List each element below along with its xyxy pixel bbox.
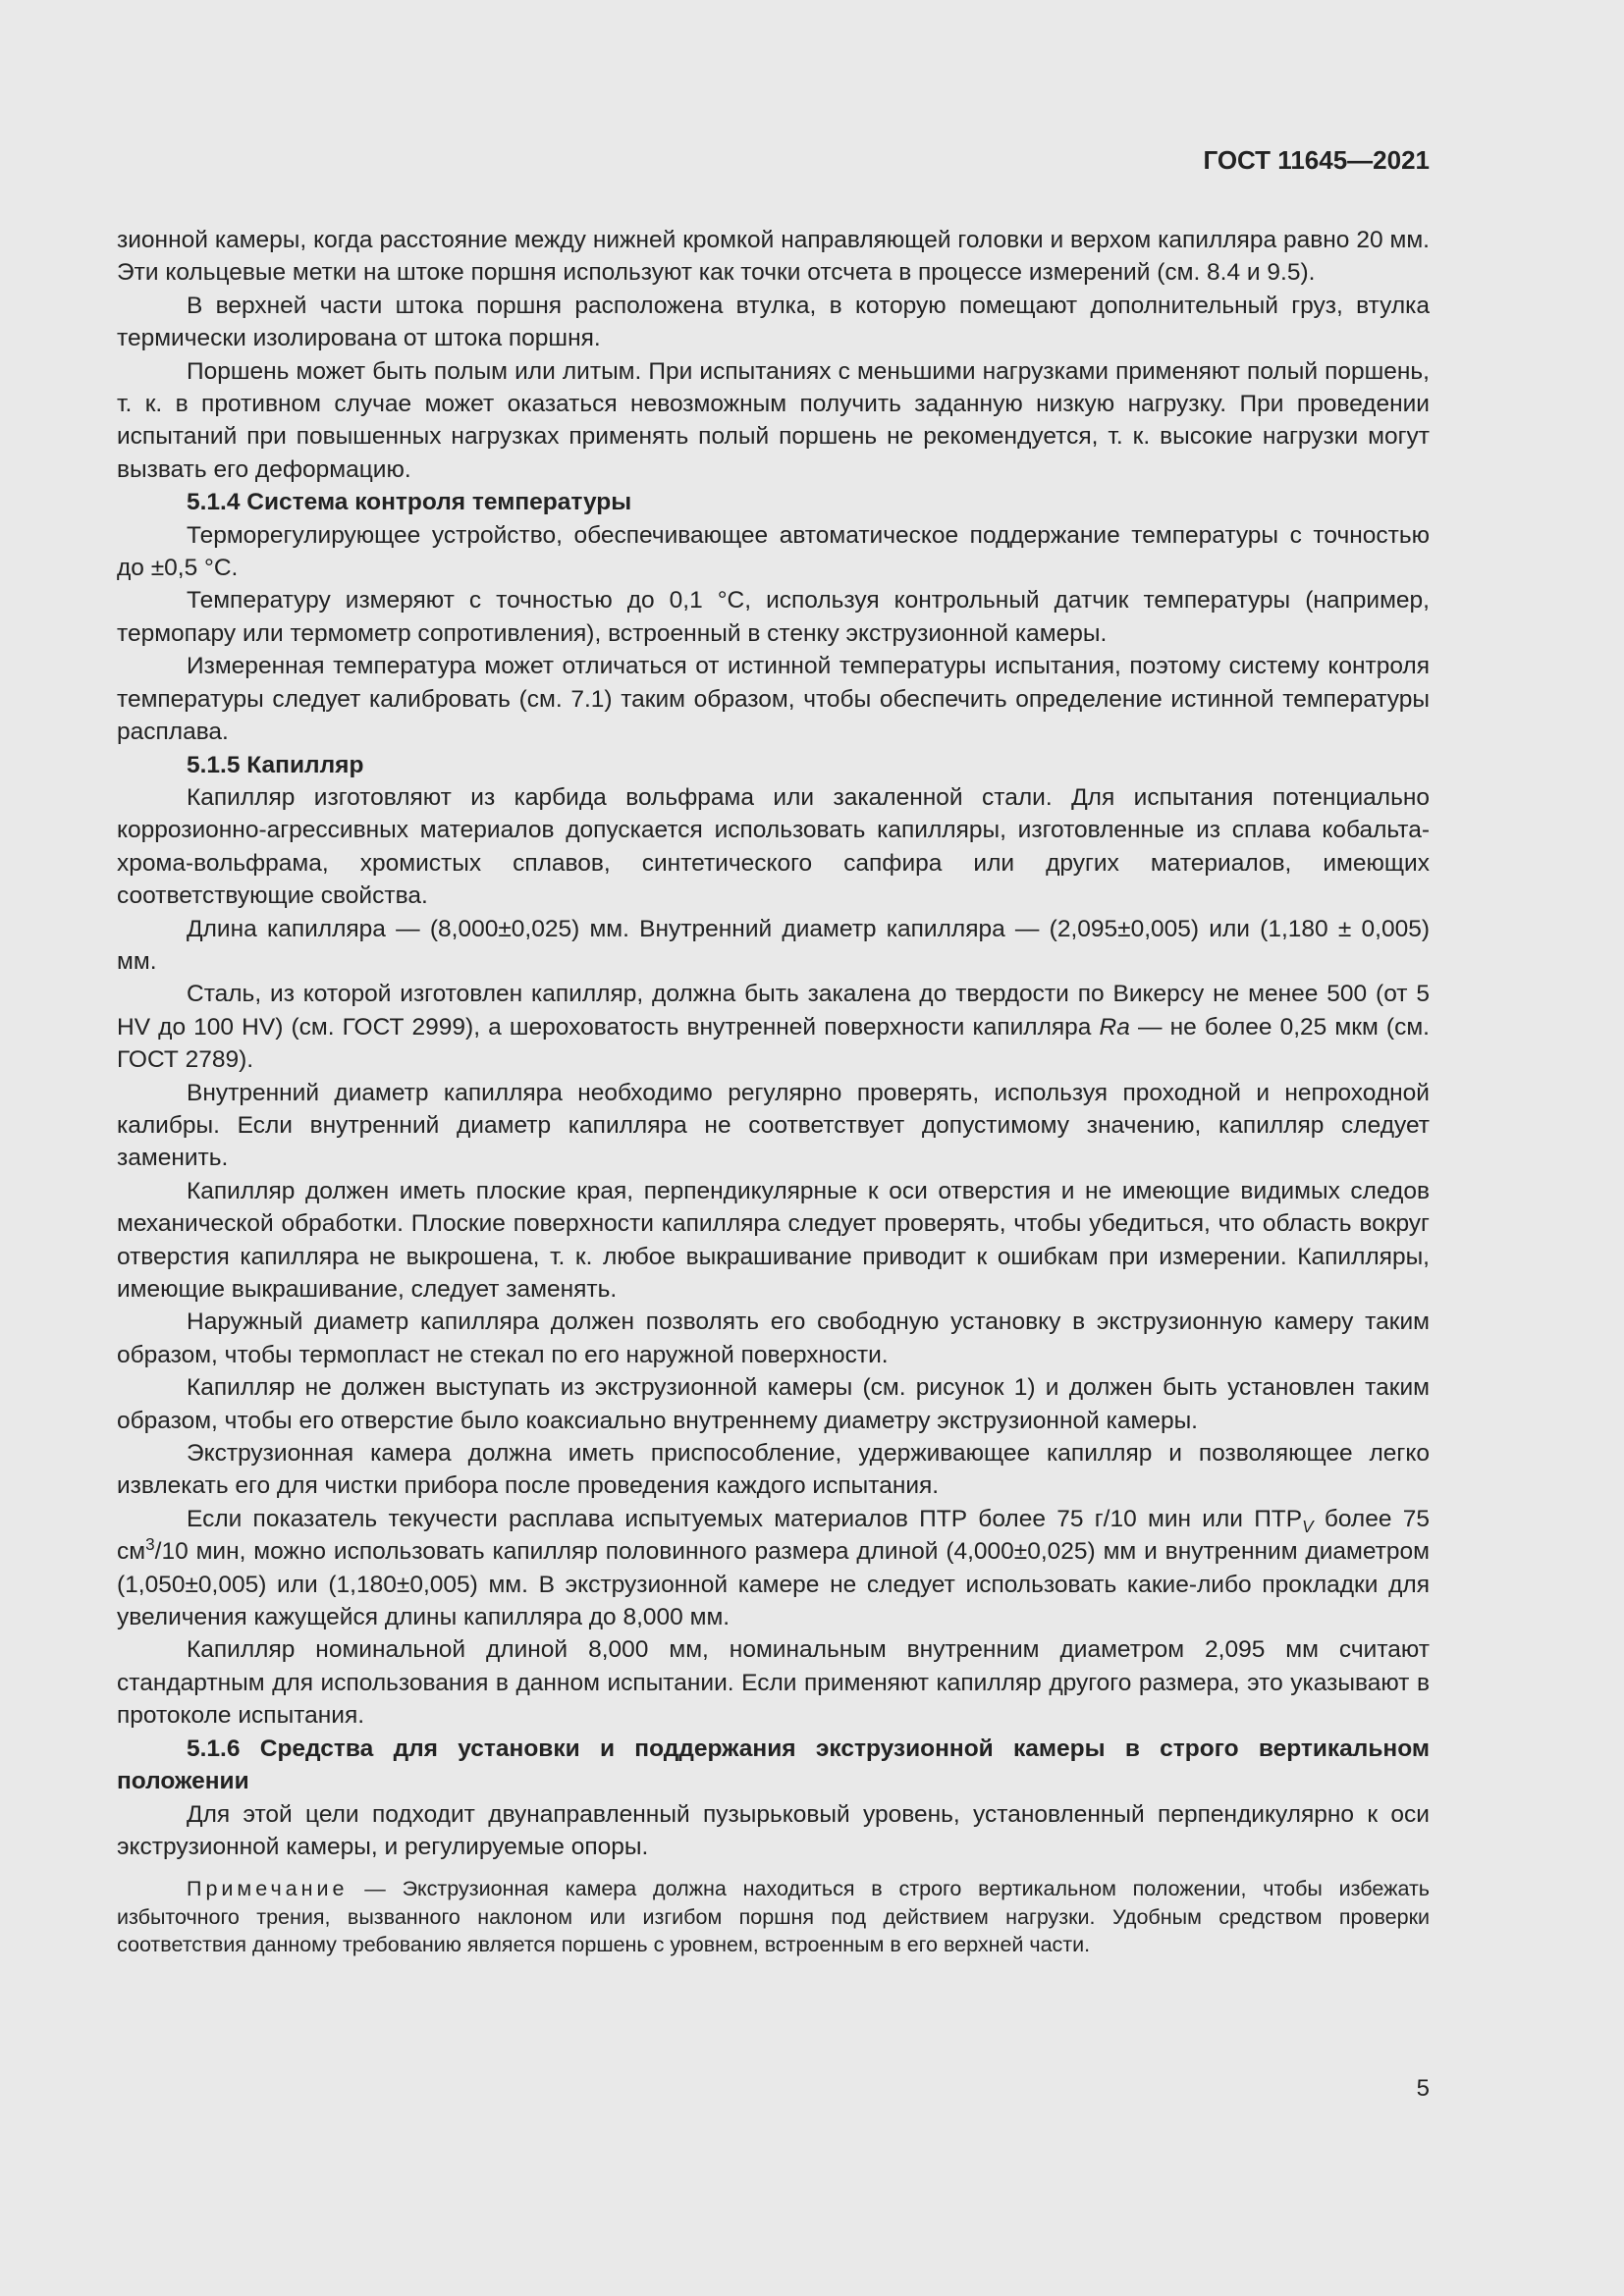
subscript-symbol: V [1302,1516,1314,1536]
note-label: Примечание [187,1877,349,1901]
roughness-symbol: Ra [1099,1013,1130,1041]
paragraph: Температуру измеряют с точностью до 0,1 °С, используя контрольный датчик температуры (например, термопару или термометр сопротивления), встроенный в стенку экструзионной камеры. [117,587,1430,647]
paragraph: Наружный диаметр капилляра должен позволять его свободную установку в экструзионную камеру таким образом, чтобы термопласт не стекал по его наружной поверхности. [117,1308,1430,1368]
text-segment: /10 мин, можно использовать капилляр половинного размера длиной (4,000±0,025) мм и внутренним диаметром (1,050±0,005) или (1,180±0,005) мм. В экструзионной камере не следует использовать какие-либо прокладки для увеличения кажущейся длины капилляра до 8,000 мм. [117,1538,1430,1631]
paragraph: Длина капилляра — (8,000±0,025) мм. Внутренний диаметр капилляра — (2,095±0,005) или (1,180 ± 0,005) мм. [117,915,1430,975]
paragraph: Капилляр должен иметь плоские края, перпендикулярные к оси отверстия и не имеющие видимых следов механической обработки. Плоские поверхности капилляра следует проверять, чтобы убедиться, что область вокруг отверстия капилляра не выкрошена, т. к. любое выкрашивание приводит к ошибкам при измерении. Капилляры, имеющие выкрашивание, следует заменять. [117,1177,1430,1303]
document-code-header: ГОСТ 11645—2021 [1203,145,1430,175]
paragraph: Внутренний диаметр капилляра необходимо регулярно проверять, используя проходной и непроходной калибры. Если внутренний диаметр капилляра не соответствует допустимому значению, капилляр следует заменить. [117,1079,1430,1172]
paragraph: Капилляр номинальной длиной 8,000 мм, номинальным внутренним диаметром 2,095 мм считают стандартным для использования в данном испытании. Если применяют капилляр другого размера, это указывают в протоколе испытания. [117,1636,1430,1730]
document-body [117,224,1430,1959]
note [117,1875,1430,1959]
superscript: 3 [145,1534,155,1555]
section-heading-5-1-4: 5.1.4 Система контроля температуры [187,489,632,516]
paragraph: Капилляр изготовляют из карбида вольфрама или закаленной стали. Для испытания потенциально коррозионно-агрессивных материалов допускается использовать капилляры, изготовленные из сплава кобальта-хрома-вольфрама, хромистых сплавов, синтетического сапфира или других материалов, имеющих соответствующие свойства. [117,783,1430,910]
paragraph: Для этой цели подходит двунаправленный пузырьковый уровень, установленный перпендикулярно к оси экструзионной камеры, и регулируемые опоры. [117,1800,1430,1860]
paragraph [117,1503,1430,1634]
section-heading-5-1-5: 5.1.5 Капилляр [187,751,364,778]
paragraph: Экструзионная камера должна иметь приспособление, удерживающее капилляр и позволяющее легко извлекать его для чистки прибора после проведения каждого испытания. [117,1440,1430,1500]
paragraph: Измеренная температура может отличаться от истинной температуры испытания, поэтому систему контроля температуры следует калибровать (см. 7.1) таким образом, чтобы обеспечить определение истинной температуры расплава. [117,653,1430,746]
text-segment: более 75 см [117,1505,1430,1566]
note-text: — Экструзионная камера должна находиться в строго вертикальном положении, чтобы избежать избыточного трения, вызванного наклоном или изгибом поршня под действием нагрузки. Удобным средством проверки соответствия данному требованию является поршень с уровнем, встроенным в его верхней части. [117,1877,1430,1957]
paragraph: Терморегулирующее устройство, обеспечивающее автоматическое поддержание температуры с точностью до ±0,5 °С. [117,521,1430,582]
page-number: 5 [1416,2075,1430,2102]
paragraph: Поршень может быть полым или литым. При испытаниях с меньшими нагрузками применяют полый поршень, т. к. в противном случае может оказаться невозможным получить заданную низкую нагрузку. При проведении испытаний при повышенных нагрузках применять полый поршень не рекомендуется, т. к. высокие нагрузки могут вызвать его деформацию. [117,357,1430,483]
paragraph [117,978,1430,1076]
section-heading-5-1-6: 5.1.6 Средства для установки и поддержания экструзионной камеры в строго вертикальном положении [117,1735,1430,1795]
paragraph: зионной камеры, когда расстояние между нижней кромкой направляющей головки и верхом капилляра равно 20 мм. Эти кольцевые метки на штоке поршня используют как точки отсчета в процессе измерений (см. 8.4 и 9.5). [117,227,1430,287]
subscript [1302,1517,1313,1536]
text-segment: Сталь, из которой изготовлен капилляр, должна быть закалена до твердости по Викерсу не менее 500 (от 5 HV до 100 HV) (см. ГОСТ 2999), а шероховатость внутренней поверхности капилляра [117,981,1430,1041]
paragraph: В верхней части штока поршня расположена втулка, в которую помещают дополнительный груз, втулка термически изолирована от штока поршня. [117,292,1430,352]
paragraph: Капилляр не должен выступать из экструзионной камеры (см. рисунок 1) и должен быть установлен таким образом, чтобы его отверстие было коаксиально внутреннему диаметру экструзионной камеры. [117,1374,1430,1434]
text-segment: Если показатель текучести расплава испытуемых материалов ПТР более 75 г/10 мин или ПТР [187,1505,1303,1532]
text-segment: — не более 0,25 мкм (см. ГОСТ 2789). [117,1013,1430,1074]
